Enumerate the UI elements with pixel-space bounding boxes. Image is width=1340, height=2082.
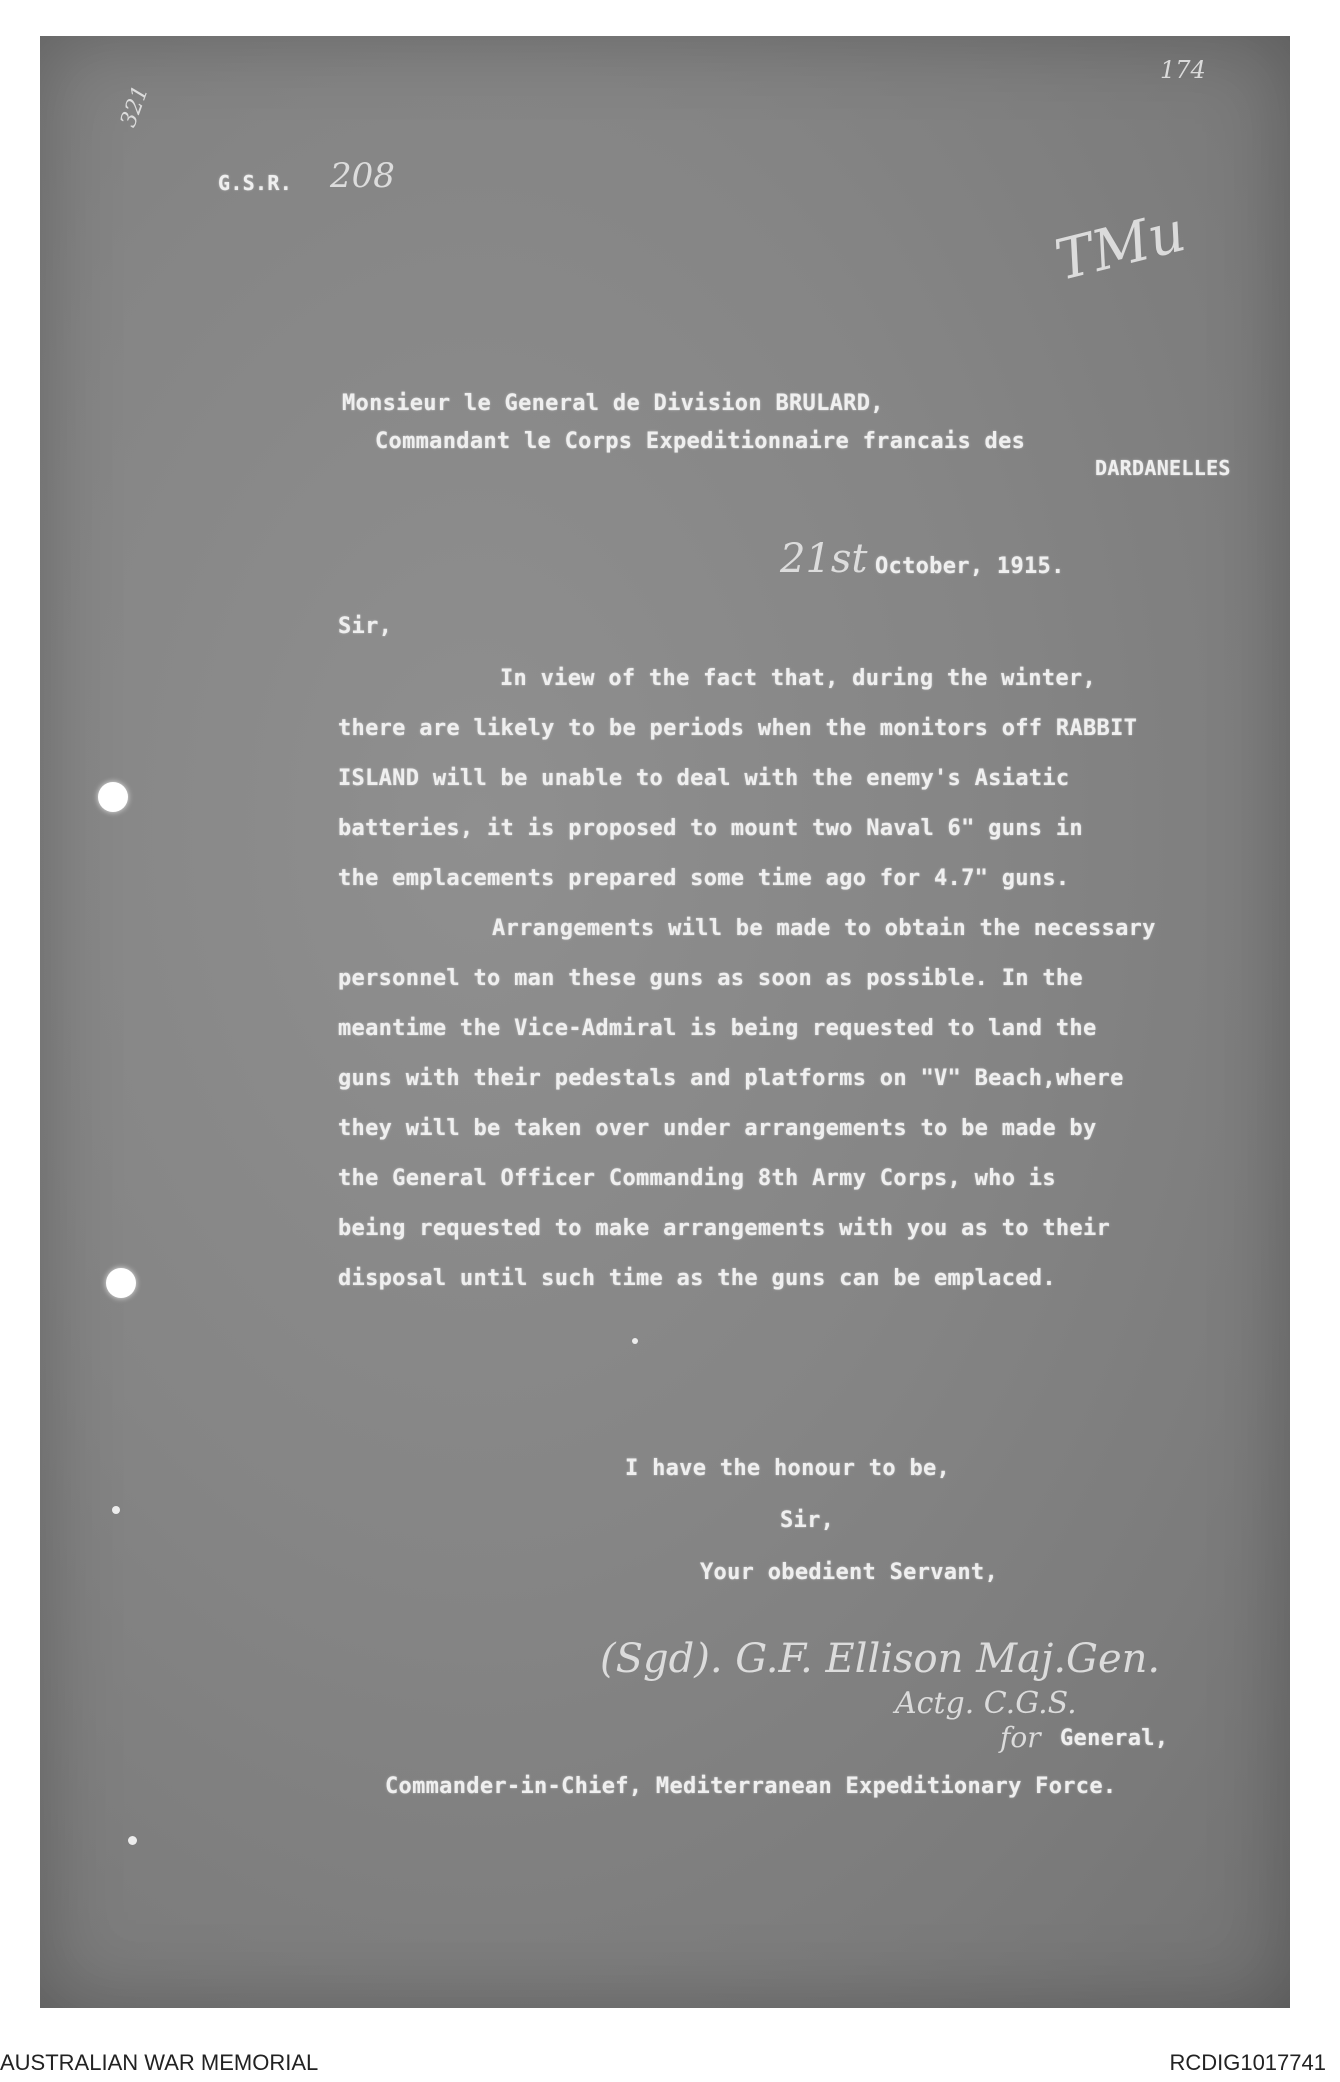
body-line: the emplacements prepared some time ago for 4.7" guns.: [338, 866, 1070, 891]
signature-for: for: [1000, 1721, 1041, 1754]
closing-line-2: Sir,: [780, 1508, 835, 1533]
addressee-line-1: Monsieur le General de Division BRULARD,: [342, 391, 884, 416]
corner-number: 174: [1160, 56, 1206, 84]
body-line: there are likely to be periods when the monitors off RABBIT: [338, 716, 1138, 741]
document-sheet: [40, 36, 1290, 2008]
dust-spot: [128, 1836, 137, 1845]
footer-left: AUSTRALIAN WAR MEMORIAL: [0, 2050, 319, 2075]
body-line: ISLAND will be unable to deal with the enemy's Asiatic: [338, 766, 1070, 791]
body-line: In view of the fact that, during the winter,: [500, 666, 1096, 691]
signature-handwritten-title: Actg. C.G.S.: [895, 1686, 1077, 1721]
corner-left-mark: 321: [116, 82, 154, 131]
punch-hole-bottom: [106, 1268, 136, 1298]
date-text: October, 1915.: [875, 554, 1065, 579]
body-line: Arrangements will be made to obtain the necessary: [492, 916, 1156, 941]
closing-line-1: I have the honour to be,: [625, 1456, 951, 1481]
signature-handwritten: (Sgd). G.F. Ellison Maj.Gen.: [600, 1636, 1161, 1682]
body-line: being requested to make arrangements with you as to their: [338, 1216, 1111, 1241]
body-line: disposal until such time as the guns can be emplaced.: [338, 1266, 1056, 1291]
dust-spot: [112, 1506, 120, 1514]
dust-spot: [632, 1338, 638, 1344]
reference-number: 208: [330, 156, 395, 196]
date-day: 21st: [780, 536, 868, 582]
reference-label: G.S.R.: [218, 171, 293, 195]
body-line: the General Officer Commanding 8th Army Corps, who is: [338, 1166, 1056, 1191]
signature-typed: General,: [1060, 1726, 1169, 1751]
footer-right: RCDIG1017741: [1169, 2050, 1326, 2075]
body-line: batteries, it is proposed to mount two Naval 6" guns in: [338, 816, 1083, 841]
salutation: Sir,: [338, 614, 393, 639]
addressee-line-2: Commandant le Corps Expeditionnaire francais des: [375, 429, 1026, 454]
addressee-line-3: DARDANELLES: [1095, 456, 1231, 480]
body-line: they will be taken over under arrangements to be made by: [338, 1116, 1097, 1141]
signature-title: Commander-in-Chief, Mediterranean Expeditionary Force.: [385, 1774, 1117, 1799]
handwritten-stamp: TMu: [1049, 199, 1192, 294]
punch-hole-top: [98, 782, 128, 812]
body-line: personnel to man these guns as soon as possible. In the: [338, 966, 1083, 991]
closing-line-3: Your obedient Servant,: [700, 1560, 998, 1585]
body-line: guns with their pedestals and platforms on "V" Beach,where: [338, 1066, 1124, 1091]
body-line: meantime the Vice-Admiral is being requested to land the: [338, 1016, 1097, 1041]
